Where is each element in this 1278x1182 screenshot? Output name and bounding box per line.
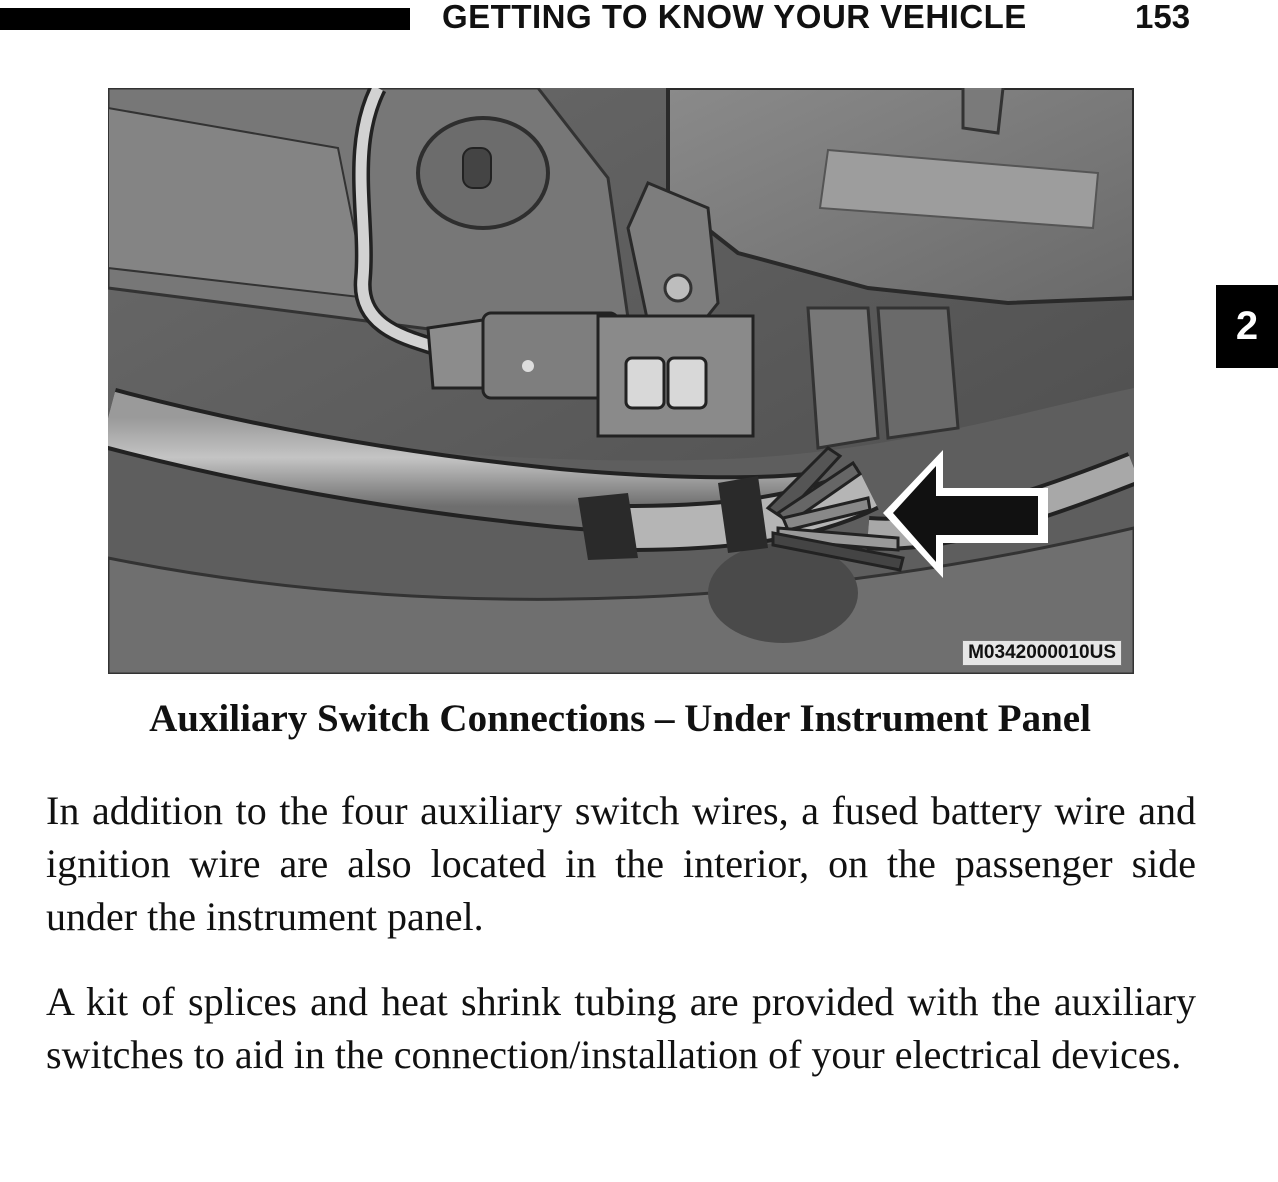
figure-reference-code: M0342000010US [962, 640, 1122, 666]
figure-caption: Auxiliary Switch Connections – Under Instrument Panel [149, 697, 1091, 740]
page-number: 153 [1135, 0, 1191, 35]
body-paragraph: In addition to the four auxiliary switch wires, a fused battery wire and ignition wire are also located in the interior, on the passenger side under the instrument panel. [46, 788, 1196, 939]
header-rule [0, 8, 410, 30]
chapter-tab: 2 [1216, 285, 1278, 368]
running-header-title: GETTING TO KNOW YOUR VEHICLE [442, 0, 1027, 35]
body-paragraph: A kit of splices and heat shrink tubing are provided with the auxiliary switches to aid in the connection/installation of your electrical devices. [46, 979, 1196, 1077]
figure-auxiliary-switch-connections [108, 88, 1134, 674]
figure-illustration [108, 88, 1134, 674]
